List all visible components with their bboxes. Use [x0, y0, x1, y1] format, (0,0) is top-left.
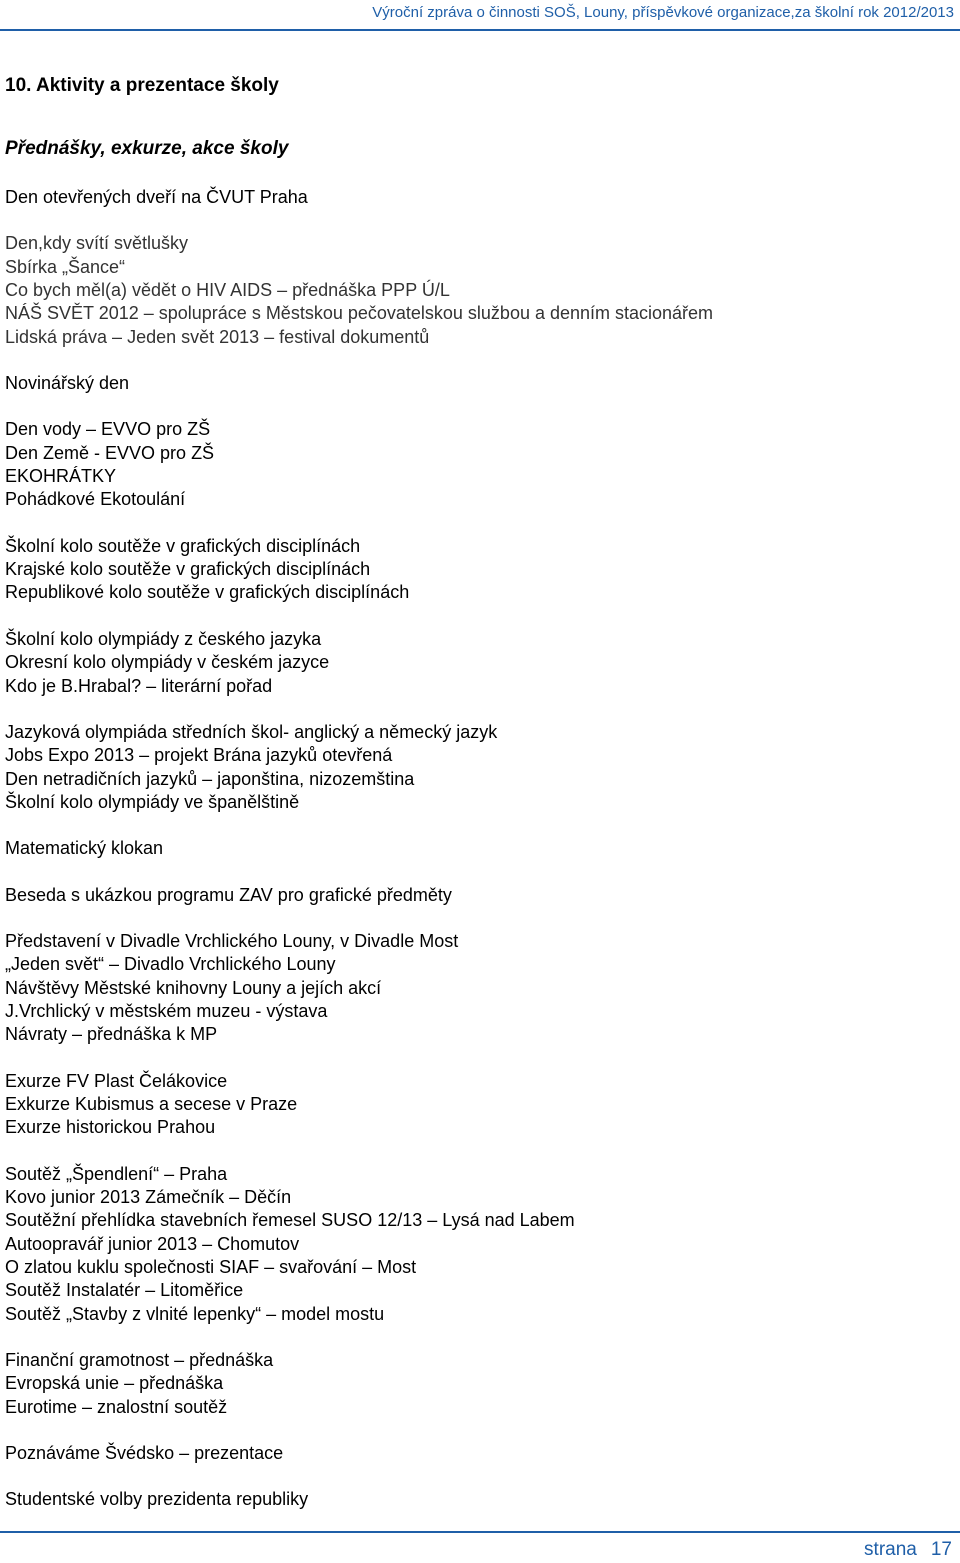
activity-group [5, 418, 955, 511]
activity-item: Den Země - EVVO pro ZŠ [5, 442, 215, 463]
activity-group [5, 628, 955, 698]
header-divider [0, 29, 960, 31]
activity-item: Okresní kolo olympiády v českém jazyce [5, 652, 330, 673]
activity-item: EKOHRÁTKY [5, 466, 117, 487]
activity-item: Sbírka „Šance“ [5, 256, 126, 277]
activity-group [5, 1070, 955, 1140]
activity-item: Soutěžní přehlídka stavebních řemesel SUSO 12/13 – Lysá nad Labem [5, 1210, 575, 1231]
activity-item: Návštěvy Městské knihovny Louny a jejích akcí [5, 977, 382, 998]
document-body [5, 72, 955, 1535]
page-label: strana [864, 1539, 917, 1560]
activity-item: Školní kolo olympiády z českého jazyka [5, 628, 322, 649]
activity-item: Finanční gramotnost – přednáška [5, 1350, 274, 1371]
activity-item: Školní kolo olympiády ve španělštině [5, 791, 300, 812]
activity-group [5, 930, 955, 1047]
activity-item: Matematický klokan [5, 838, 164, 859]
activity-item: J.Vrchlický v městském muzeu - výstava [5, 1000, 328, 1021]
activity-group [5, 1349, 955, 1419]
footer-divider [0, 1531, 960, 1533]
activity-item: O zlatou kuklu společnosti SIAF – svařování – Most [5, 1257, 417, 1278]
activity-item: Den vody – EVVO pro ZŠ [5, 419, 211, 440]
activity-item: Evropská unie – přednáška [5, 1373, 224, 1394]
activity-item: Pohádkové Ekotoulání [5, 489, 186, 510]
activity-item: Soutěž Instalatér – Litoměřice [5, 1280, 244, 1301]
activity-item: Den netradičních jazyků – japonština, nizozemština [5, 768, 415, 789]
activity-item: Jobs Expo 2013 – projekt Brána jazyků otevřená [5, 745, 393, 766]
activity-group [5, 186, 955, 209]
activity-item: Soutěž „Špendlení“ – Praha [5, 1163, 228, 1184]
activity-group [5, 721, 955, 814]
page-footer [864, 1539, 952, 1561]
activity-item: Krajské kolo soutěže v grafických disciplínách [5, 559, 371, 580]
activity-list [5, 186, 955, 1512]
activity-item: Jazyková olympiáda středních škol- anglický a německý jazyk [5, 721, 498, 742]
activity-item: Školní kolo soutěže v grafických disciplínách [5, 535, 361, 556]
activity-item: Exkurze Kubismus a secese v Praze [5, 1093, 298, 1114]
activity-item: Představení v Divadle Vrchlického Louny, v Divadle Most [5, 930, 459, 951]
activity-item: NÁŠ SVĚT 2012 – spolupráce s Městskou pečovatelskou službou a denním stacionářem [5, 303, 714, 324]
activity-group [5, 1163, 955, 1326]
activity-group [5, 232, 955, 349]
activity-item: Poznáváme Švédsko – prezentace [5, 1443, 284, 1464]
activity-group [5, 1488, 955, 1511]
activity-group [5, 535, 955, 605]
activity-item: Soutěž „Stavby z vlnité lepenky“ – model mostu [5, 1303, 385, 1324]
activity-item: Beseda s ukázkou programu ZAV pro grafické předměty [5, 884, 452, 905]
activity-group [5, 1442, 955, 1465]
activity-item: Republikové kolo soutěže v grafických disciplínách [5, 582, 410, 603]
activity-item: Den,kdy svítí světlušky [5, 233, 189, 254]
activity-item: Studentské volby prezidenta republiky [5, 1489, 309, 1510]
activity-item: Co bych měl(a) vědět o HIV AIDS – přednáška PPP Ú/L [5, 280, 450, 301]
activity-group [5, 837, 955, 860]
activity-item: „Jeden svět“ – Divadlo Vrchlického Louny [5, 954, 336, 975]
activity-item: Eurotime – znalostní soutěž [5, 1396, 228, 1417]
page-header-title: Výroční zpráva o činnosti SOŠ, Louny, příspěvkové organizace,za školní rok 2012/2013 [372, 4, 954, 21]
activity-item: Lidská práva – Jeden svět 2013 – festival dokumentů [5, 326, 430, 347]
page-number: 17 [930, 1539, 952, 1560]
activity-group [5, 884, 955, 907]
activity-item: Den otevřených dveří na ČVUT Praha [5, 187, 308, 207]
activity-item: Novinářský den [5, 373, 130, 394]
subsection-title: Přednášky, exkurze, akce školy [5, 138, 289, 159]
section-title: 10. Aktivity a prezentace školy [5, 75, 279, 96]
activity-item: Exurze historickou Prahou [5, 1117, 216, 1138]
activity-item: Autoopravář junior 2013 – Chomutov [5, 1233, 300, 1254]
activity-group [5, 372, 955, 395]
activity-item: Kovo junior 2013 Zámečník – Děčín [5, 1187, 292, 1207]
activity-item: Návraty – přednáška k MP [5, 1024, 218, 1045]
activity-item: Exurze FV Plast Čelákovice [5, 1070, 228, 1091]
activity-item: Kdo je B.Hrabal? – literární pořad [5, 675, 273, 696]
